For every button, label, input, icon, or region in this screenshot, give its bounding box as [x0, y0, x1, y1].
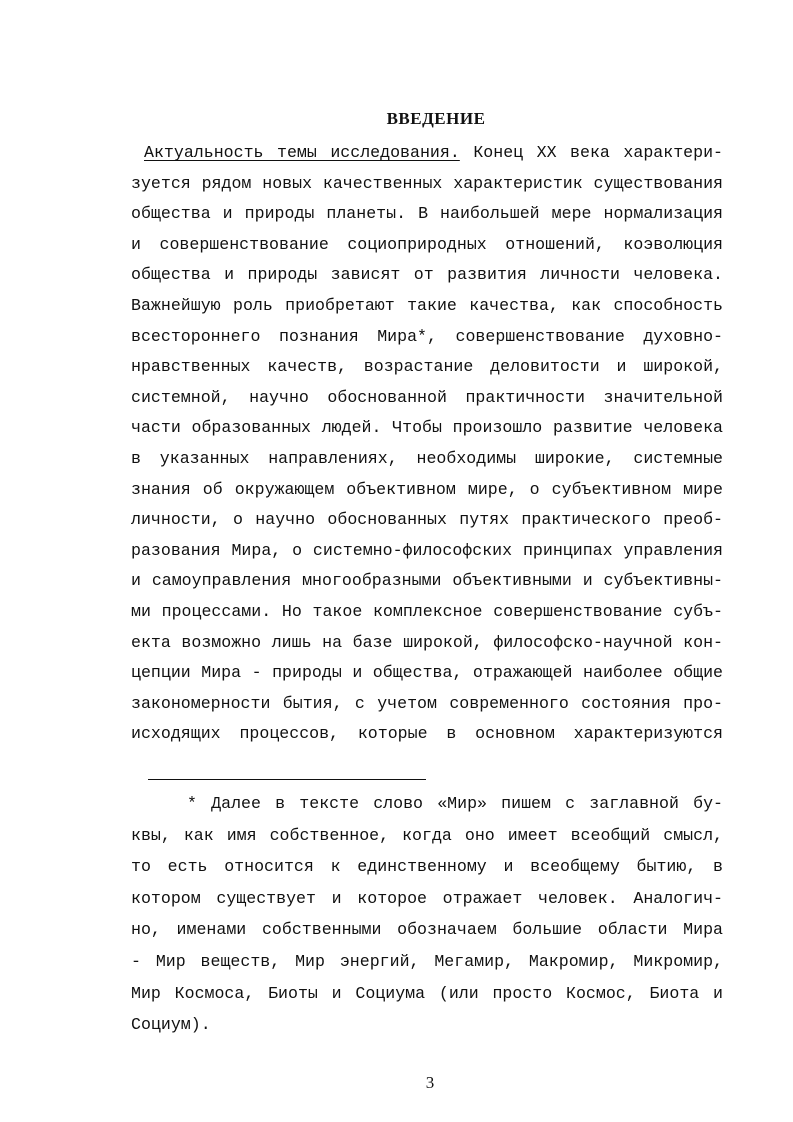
main-text — [131, 138, 723, 750]
text-line: ми процессами. Но такое комплексное совершенствование субъ- — [131, 601, 723, 621]
text-line: всестороннего познания Мира*, совершенствование духовно- — [131, 326, 723, 346]
text-line: Важнейшую роль приобретают такие качества, как способность — [131, 295, 723, 315]
text-line: личности, о научно обоснованных путях практического преоб- — [131, 510, 723, 530]
footnote-line: - Мир веществ, Мир энергий, Мегамир, Макромир, Микромир, — [131, 951, 723, 971]
text-line: системной, научно обоснованной практичности значительной — [131, 387, 723, 407]
text-line: разования Мира, о системно-философских принципах управления — [131, 540, 723, 560]
text-line: и самоуправления многообразными объективными и субъективны- — [131, 571, 723, 591]
footnote-line: но, именами собственными обозначаем большие области Мира — [131, 920, 723, 940]
text-line: цепции Мира - природы и общества, отражающей наиболее общие — [131, 663, 723, 683]
footnote-line: квы, как имя собственное, когда оно имеет всеобщий смысл, — [131, 825, 723, 845]
text-line: зуется рядом новых качественных характеристик существования — [131, 173, 723, 193]
text-line — [131, 138, 723, 169]
text-line: екта возможно лишь на базе широкой, философско-научной кон- — [131, 632, 723, 652]
footnote-line: * Далее в тексте слово «Мир» пишем с заглавной бу- — [187, 794, 723, 813]
text-fragment: Конец XX века характери- — [473, 143, 723, 162]
footnote — [131, 788, 723, 1041]
text-line: части образованных людей. Чтобы произошло развитие человека — [131, 418, 723, 438]
text-line: закономерности бытия, с учетом современного состояния про- — [131, 693, 723, 713]
text-line: в указанных направлениях, необходимы широкие, системные — [131, 448, 723, 468]
footnote-line: котором существует и которое отражает человек. Аналогич- — [131, 888, 723, 908]
footnote-line: Социум). — [131, 1015, 211, 1035]
text-line: общества и природы планеты. В наибольшей мере нормализация — [131, 204, 723, 224]
text-line: знания об окружающем объективном мире, о субъективном мире — [131, 479, 723, 499]
footnote-line: то есть относится к единственному и всеобщему бытию, в — [131, 857, 723, 877]
text-line: нравственных качеств, возрастание деловитости и широкой, — [131, 357, 723, 377]
footnote-separator — [148, 779, 426, 780]
footnote-line: Мир Космоса, Биоты и Социума (или просто Космос, Биота и — [131, 983, 723, 1003]
page-title: ВВЕДЕНИЕ — [386, 109, 486, 128]
section-lead-heading: Актуальность темы исследования. — [144, 143, 460, 162]
text-line: общества и природы зависят от развития личности человека. — [131, 265, 723, 285]
page-number: 3 — [425, 1073, 435, 1092]
text-line: исходящих процессов, которые в основном характеризуются — [131, 724, 723, 744]
text-line: и совершенствование социоприродных отношений, коэволюция — [131, 234, 723, 254]
